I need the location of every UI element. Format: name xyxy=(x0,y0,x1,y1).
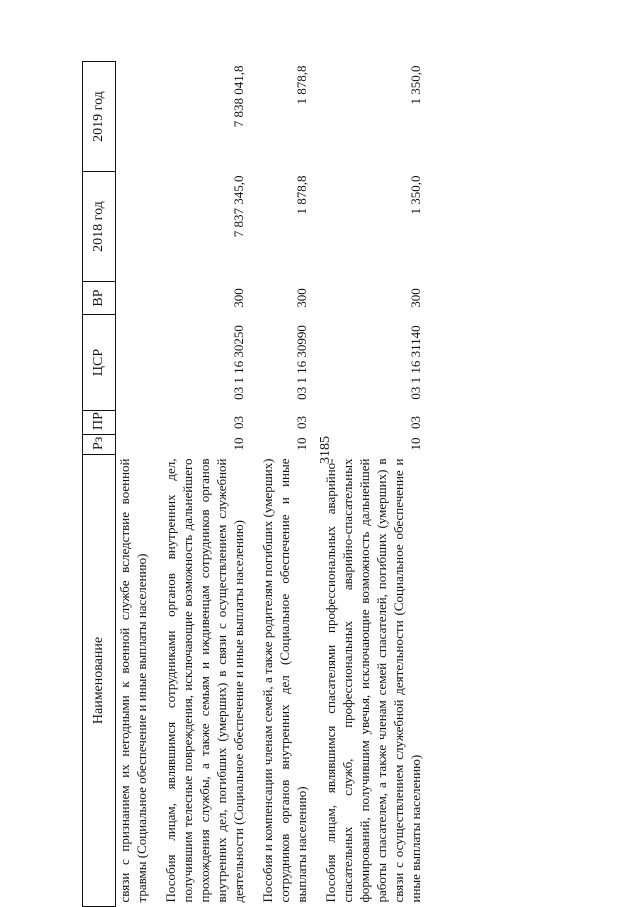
row-2018: 1 350,0 xyxy=(408,175,423,215)
row-vr xyxy=(116,282,151,315)
row-vr: 300 xyxy=(231,288,246,308)
row-csr: 03 1 16 30990 xyxy=(294,325,309,400)
row-name: связи с признанием их негодными к военной службе вследствие военной травмы (Социальное обеспечение и иные выплаты населению) xyxy=(117,458,149,903)
row-gap xyxy=(310,62,322,907)
table-row xyxy=(259,62,310,907)
row-name: Пособия лицам, являвшимся сотрудниками органов внутренних дел, получившим телесные повреждения, исключающие возможность дальнейшего прохождения службы, а также семьям и иждивенцам сотрудников органов внутренних дел, погибших (умерших) в связи с осуществлением служебной деятельности (Социальное обеспечение и иные выплаты населению) xyxy=(163,458,246,903)
row-rz: 10 xyxy=(294,437,309,451)
row-name: Пособия и компенсации членам семей, а также родителям погибших (умерших) сотрудников органов внутренних дел (Социальное обеспечение и иные выплаты населению) xyxy=(260,458,309,903)
header-csr: ЦСР xyxy=(83,315,116,411)
row-vr: 300 xyxy=(408,288,423,308)
page-number: 3185 xyxy=(318,436,333,464)
row-2018: 1 878,8 xyxy=(294,175,309,215)
row-gap xyxy=(150,62,162,907)
row-2019 xyxy=(116,62,151,172)
row-pr: 03 xyxy=(231,416,246,429)
row-2019: 1 350,0 xyxy=(408,65,423,105)
row-2019: 1 878,8 xyxy=(294,65,309,105)
row-name: Пособия лицам, являвшимся спасателями профессиональных аварийно-спасательных служб, профессиональных аварийно-спасательных формирований, получившим увечья, исключающие возможность дальнейшей работы спасателем, а также членам семей спасателей, погибших (умерших) в связи с осуществлением служебной деятельности (Социальное обеспечение и иные выплаты населению) xyxy=(323,458,423,903)
row-pr: 03 xyxy=(408,416,423,429)
header-2019: 2019 год xyxy=(83,62,116,172)
row-2018: 7 837 345,0 xyxy=(231,175,246,238)
header-2018: 2018 год xyxy=(83,172,116,282)
row-rz xyxy=(116,435,151,455)
header-vr: ВР xyxy=(83,282,116,315)
row-pr: 03 xyxy=(294,416,309,429)
row-rz: 10 xyxy=(231,437,246,451)
row-gap xyxy=(247,62,259,907)
budget-table xyxy=(82,61,424,907)
header-pr: ПР xyxy=(83,411,116,435)
row-csr: 03 1 16 31140 xyxy=(408,325,423,400)
row-2019: 7 838 041,8 xyxy=(231,65,246,128)
row-pr xyxy=(116,411,151,435)
table-row xyxy=(322,62,424,907)
row-csr: 03 1 16 30250 xyxy=(231,325,246,400)
header-name: Наименование xyxy=(83,455,116,907)
row-rz: 10 xyxy=(408,437,423,451)
table-row xyxy=(162,62,247,907)
row-2018 xyxy=(116,172,151,282)
row-csr xyxy=(116,315,151,411)
header-rz: Рз xyxy=(83,435,116,455)
table-header-row xyxy=(83,62,116,907)
table-row xyxy=(116,62,151,907)
budget-table-sheet xyxy=(82,62,582,907)
row-vr: 300 xyxy=(294,288,309,308)
